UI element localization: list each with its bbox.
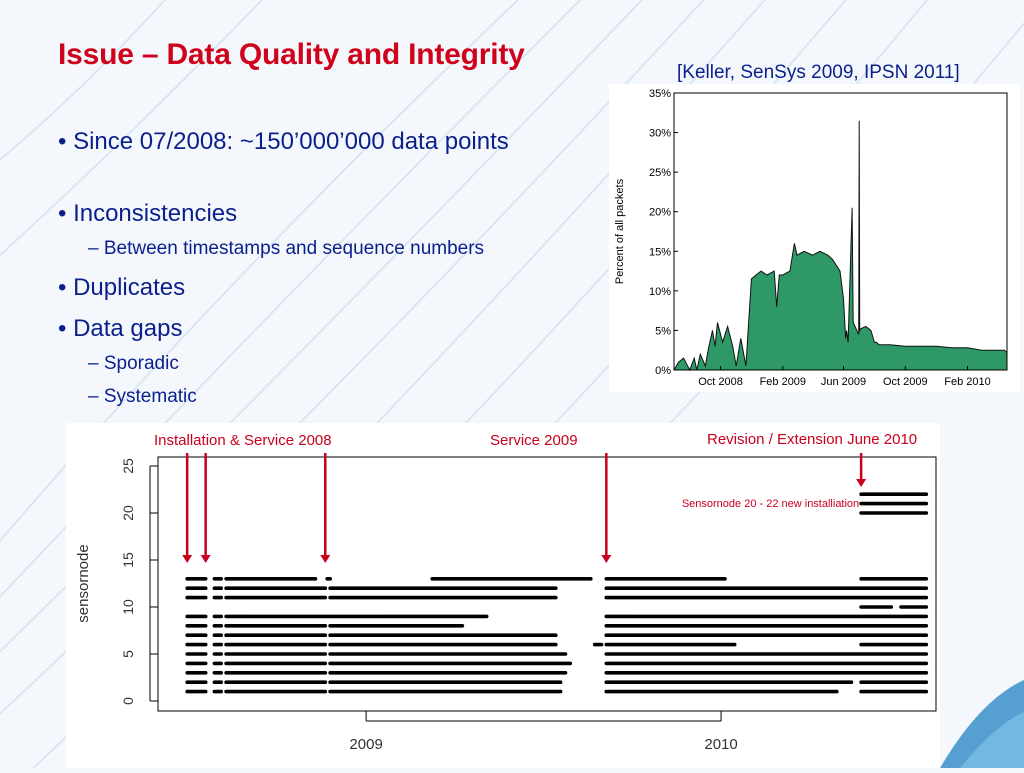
area-y-tick-label: 30%: [648, 127, 671, 140]
area-x-tick-label: Oct 2008: [698, 376, 743, 388]
area-x-tick-label: Jun 2009: [820, 376, 867, 388]
gantt-y-tick-label: 25: [120, 458, 136, 474]
area-y-axis-label: Percent of all packets: [614, 178, 626, 285]
sub-bullet-sporadic: – Sporadic: [88, 353, 179, 374]
area-y-tick-label: 35%: [648, 88, 671, 100]
bullet-inconsistencies: • Inconsistencies: [58, 200, 238, 227]
sub-bullet-timestamps: – Between timestamps and sequence numbers: [88, 238, 485, 259]
duplicate-percent-chart: [609, 84, 1020, 392]
gantt-x-tick-label: 2010: [704, 736, 738, 753]
annotation-label: Service 2009: [490, 432, 578, 449]
gantt-y-tick-label: 20: [120, 505, 136, 521]
area-chart-svg: [609, 84, 1020, 392]
gantt-y-tick-label: 5: [120, 650, 136, 658]
area-x-tick-label: Feb 2009: [759, 376, 807, 388]
area-y-tick-label: 25%: [648, 167, 671, 180]
slide-title: Issue – Data Quality and Integrity: [58, 38, 525, 71]
citation: [Keller, SenSys 2009, IPSN 2011]: [677, 62, 960, 83]
bullet-data-gaps: • Data gaps: [58, 315, 183, 342]
gantt-y-tick-label: 0: [120, 697, 136, 705]
annotation-label: Installation & Service 2008: [154, 432, 332, 449]
annotation-new-installation: Sensornode 20 - 22 new installiation: [681, 498, 860, 510]
gantt-x-tick-label: 2009: [349, 736, 383, 753]
area-y-tick-label: 5%: [655, 325, 671, 338]
bullet-data-points: • Since 07/2008: ~150’000’000 data points: [58, 128, 509, 155]
area-y-tick-label: 15%: [648, 246, 671, 259]
gantt-y-tick-label: 15: [120, 552, 136, 568]
sub-bullet-systematic: – Systematic: [88, 386, 197, 407]
gantt-chart-svg: [66, 423, 940, 768]
area-y-tick-label: 20%: [648, 206, 671, 219]
annotation-label: Revision / Extension June 2010: [707, 431, 918, 448]
area-y-tick-label: 0%: [655, 365, 671, 377]
bullet-duplicates: • Duplicates: [58, 274, 186, 301]
area-y-tick-label: 10%: [648, 285, 671, 298]
gantt-y-tick-label: 10: [120, 599, 136, 615]
gantt-y-axis-label: sensornode: [75, 544, 92, 623]
area-x-tick-label: Feb 2010: [944, 376, 991, 388]
area-fill: [674, 121, 1007, 370]
area-x-tick-label: Oct 2009: [882, 376, 928, 388]
sensornode-chart: [66, 423, 940, 768]
